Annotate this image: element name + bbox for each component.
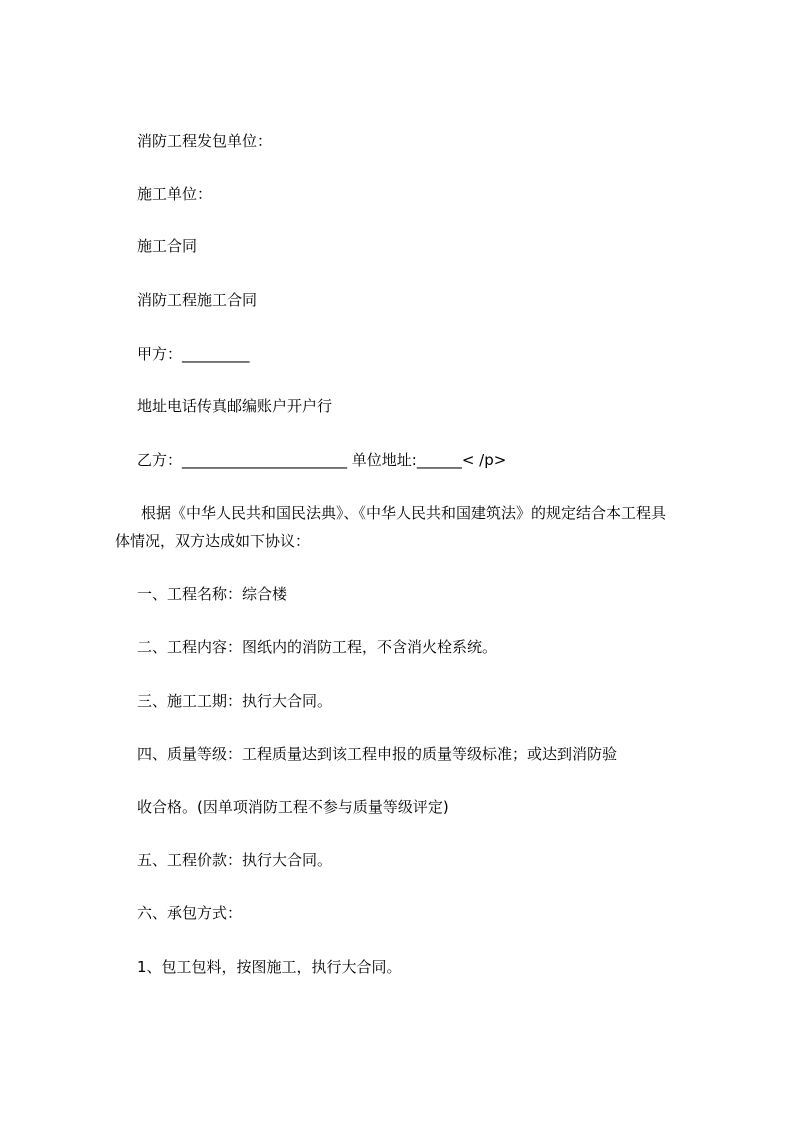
fire-contract-title: 消防工程施工合同 bbox=[137, 291, 258, 309]
item-3-line: 三、施工工期：执行大合同。 bbox=[137, 692, 333, 710]
item-4-continuation: 收合格。(因单项消防工程不参与质量等级评定) bbox=[137, 798, 449, 816]
item-6-1-line: 1、包工包料，按图施工，执行大合同。 bbox=[137, 958, 402, 976]
construction-contract-line: 施工合同 bbox=[137, 237, 198, 255]
item-2-line: 二、工程内容：图纸内的消防工程，不含消火栓系统。 bbox=[137, 638, 498, 656]
intro-paragraph-first: 根据《中华人民共和国民法典》、《中华人民共和国建筑法》的规定结合本工程具 bbox=[141, 504, 667, 522]
contractor-unit-line: 消防工程发包单位： bbox=[137, 132, 273, 150]
intro-paragraph-second: 体情况，双方达成如下协议： bbox=[115, 532, 311, 550]
party-b-line: 乙方：______________________ 单位地址:______< /p> bbox=[137, 451, 507, 469]
address-row-line: 地址电话传真邮编账户开户行 bbox=[137, 397, 333, 415]
item-1-line: 一、工程名称：综合楼 bbox=[137, 585, 288, 603]
item-5-line: 五、工程价款：执行大合同。 bbox=[137, 851, 333, 869]
party-a-line: 甲方：_________ bbox=[137, 345, 250, 363]
item-4-line: 四、质量等级：工程质量达到该工程申报的质量等级标准；或达到消防验 bbox=[137, 745, 618, 763]
construction-unit-line: 施工单位： bbox=[137, 185, 213, 203]
item-6-line: 六、承包方式： bbox=[137, 904, 243, 922]
